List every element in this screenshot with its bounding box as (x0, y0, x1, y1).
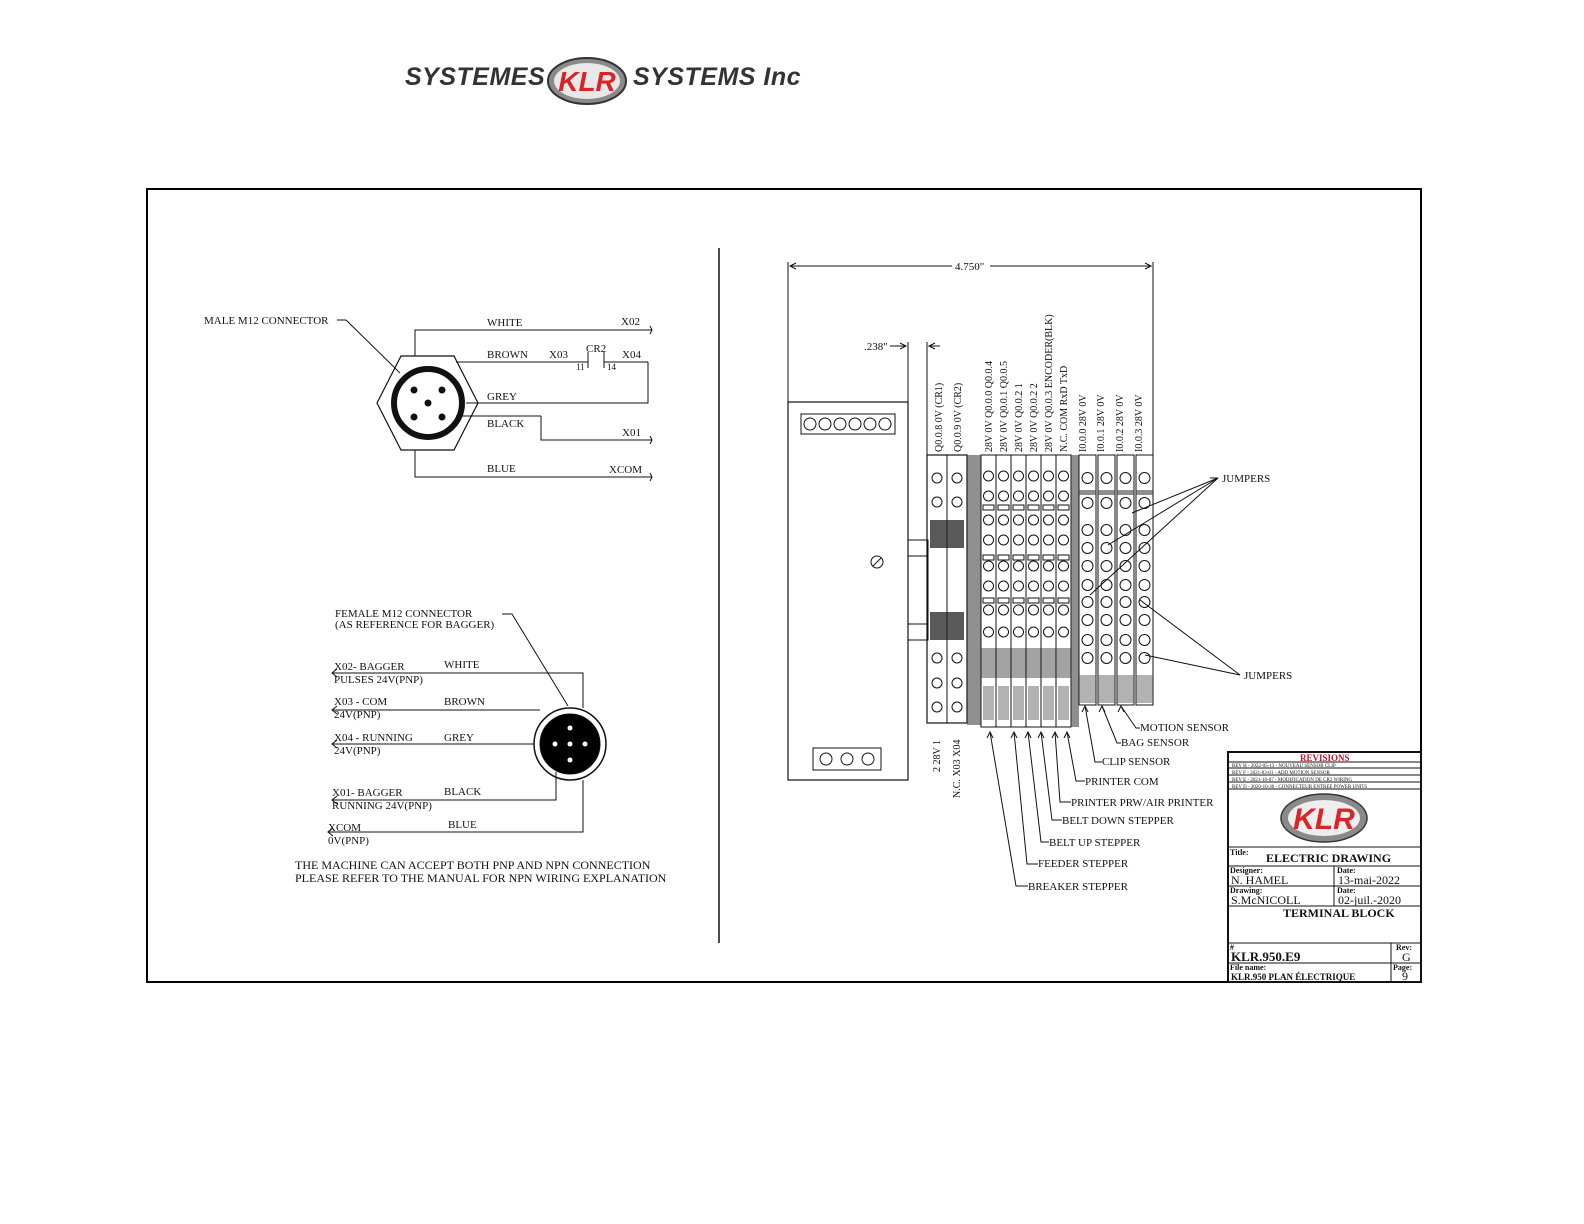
page-value: 9 (1402, 969, 1408, 983)
connection-note-2: PLEASE REFER TO THE MANUAL FOR NPN WIRING EXPLANATION (295, 871, 667, 885)
fwire-white-signal: X02- BAGGER (334, 661, 405, 673)
title-block (1228, 752, 1421, 983)
callout-bag-sensor: BAG SENSOR (1121, 737, 1190, 749)
fwire-brown-color: BROWN (444, 696, 485, 708)
designer-label: Designer: (1230, 866, 1263, 875)
dimension-width-label: 4.750" (955, 261, 985, 273)
terminal-x01-label: X01 (622, 427, 641, 439)
power-supply-module (788, 402, 908, 780)
fwire-grey-signal: X04 - RUNNING (334, 732, 413, 744)
terminal-x03-label: X03 (549, 349, 568, 361)
col-label-2: Q0.0.9 0V (CR2) (953, 382, 964, 452)
logo-badge-text: KLR (558, 66, 616, 97)
col-label-7: 28V 0V Q0.0.3 ENCODER(BLK) (1044, 314, 1055, 452)
relay-cr2-label: CR2 (586, 343, 607, 355)
fwire-brown-signal: X03 - COM (334, 696, 388, 708)
male-connector-diagram (204, 315, 652, 481)
fwire-blue-signal2: 0V(PNP) (328, 835, 369, 847)
col-label-12: I0.0.3 28V 0V (1134, 394, 1145, 452)
terminal-xcom-label: XCOM (609, 464, 643, 476)
logo-text-right: SYSTEMS Inc (633, 63, 802, 91)
col-label-6: 28V 0V Q0.0.2 2 (1029, 383, 1040, 452)
wire-grey-label: GREY (487, 391, 517, 403)
col-label-9: I0.0.0 28V 0V (1078, 394, 1089, 452)
female-connector-title: FEMALE M12 CONNECTOR (335, 608, 473, 620)
drawing-title: ELECTRIC DRAWING (1266, 851, 1392, 865)
date2-value: 02-juil.-2020 (1338, 893, 1401, 907)
callout-clip-sensor: CLIP SENSOR (1102, 756, 1171, 768)
fwire-white-color: WHITE (444, 659, 480, 671)
output-terminals (981, 455, 1079, 727)
input-terminals (1079, 455, 1153, 705)
revision-row-3: REV E - 2021-10-07 - MODIFICATION DE CR2 WIRING (1232, 778, 1353, 783)
col-label-10: I0.0.1 28V 0V (1096, 394, 1107, 452)
col-label-4: 28V 0V Q0.0.1 Q0.0.5 (999, 360, 1010, 452)
dimension-offset-label: .238" (864, 341, 888, 353)
wire-white-label: WHITE (487, 317, 523, 329)
male-connector-title: MALE M12 CONNECTOR (204, 315, 329, 327)
wire-blue-label: BLUE (487, 463, 516, 475)
relay-pin-14-label: 14 (607, 362, 616, 372)
terminal-block-diagram (788, 259, 1292, 893)
relay-pin-11-label: 11 (576, 362, 585, 372)
terminal-x02-label: X02 (621, 316, 640, 328)
female-connector-diagram (295, 608, 667, 885)
bottom-label-2: N.C. X03 X04 (952, 739, 963, 798)
female-connector-subtitle: (AS REFERENCE FOR BAGGER) (335, 619, 495, 631)
jumpers-top-label: JUMPERS (1222, 473, 1271, 485)
designer-name: N. HAMEL (1231, 873, 1289, 887)
fwire-black-signal2: RUNNING 24V(PNP) (332, 800, 432, 812)
revisions-header: REVISIONS (1300, 753, 1350, 763)
title-block-logo-text: KLR (1293, 803, 1355, 836)
col-label-3: 28V 0V Q0.0.0 Q0.0.4 (984, 360, 995, 452)
drawing-subtitle: TERMINAL BLOCK (1283, 906, 1395, 920)
rev-value: G (1402, 950, 1411, 964)
bottom-label-1: 2 28V 1 (932, 739, 943, 772)
connection-note-1: THE MACHINE CAN ACCEPT BOTH PNP AND NPN CONNECTION (295, 858, 651, 872)
col-label-8: N.C. COM RxD TxD (1059, 365, 1070, 452)
callout-printer-com: PRINTER COM (1085, 776, 1159, 788)
terminal-x04-label: X04 (622, 349, 641, 361)
callout-printer-prw: PRINTER PRW/AIR PRINTER (1071, 797, 1214, 809)
date2-label: Date: (1337, 886, 1356, 895)
callout-belt-up-stepper: BELT UP STEPPER (1049, 837, 1141, 849)
rev-label: Rev: (1396, 943, 1412, 952)
fwire-black-signal: X01- BAGGER (332, 787, 403, 799)
drawing-label: Drawing: (1230, 886, 1263, 895)
fwire-blue-color: BLUE (448, 819, 477, 831)
fwire-brown-signal2: 24V(PNP) (334, 709, 381, 721)
revision-row-2: REV F - 2021-03-01 - ADD MOTION SENSOR (1232, 771, 1330, 776)
number-label: # (1230, 943, 1234, 952)
file-name: KLR.950 PLAN ÉLECTRIQUE (1231, 972, 1356, 982)
col-label-5: 28V 0V Q0.0.2 1 (1014, 383, 1025, 452)
fwire-grey-color: GREY (444, 732, 474, 744)
wire-black-label: BLACK (487, 418, 525, 430)
title-label: Title: (1230, 848, 1249, 857)
logo-text-left: SYSTEMES (405, 63, 546, 91)
page-label: Page: (1393, 963, 1413, 972)
jumpers-bottom-label: JUMPERS (1244, 670, 1293, 682)
fwire-white-signal2: PULSES 24V(PNP) (334, 674, 423, 686)
col-label-11: I0.0.2 28V 0V (1115, 394, 1126, 452)
fwire-grey-signal2: 24V(PNP) (334, 745, 381, 757)
fwire-blue-signal: XCOM (328, 822, 362, 834)
callout-belt-down-stepper: BELT DOWN STEPPER (1062, 815, 1174, 827)
callout-feeder-stepper: FEEDER STEPPER (1038, 858, 1129, 870)
revision-row-1: REV H - 2022-05-13 - NOUVEAU SENSOR CLIP (1232, 764, 1336, 769)
col-label-1: Q0.0.8 0V (CR1) (934, 382, 945, 452)
revision-row-4: REV D - 2020-10-30 - CONNECTEUR ENTREE POWER UNITS (1232, 785, 1368, 790)
file-label: File name: (1230, 963, 1267, 972)
drawing-number: KLR.950.E9 (1231, 949, 1301, 964)
wire-brown-label: BROWN (487, 349, 528, 361)
drawing-by: S.McNICOLL (1231, 893, 1301, 907)
date1-label: Date: (1337, 866, 1356, 875)
fwire-black-color: BLACK (444, 786, 482, 798)
callout-motion-sensor: MOTION SENSOR (1140, 722, 1229, 734)
callout-breaker-stepper: BREAKER STEPPER (1028, 881, 1128, 893)
date1-value: 13-mai-2022 (1338, 873, 1400, 887)
